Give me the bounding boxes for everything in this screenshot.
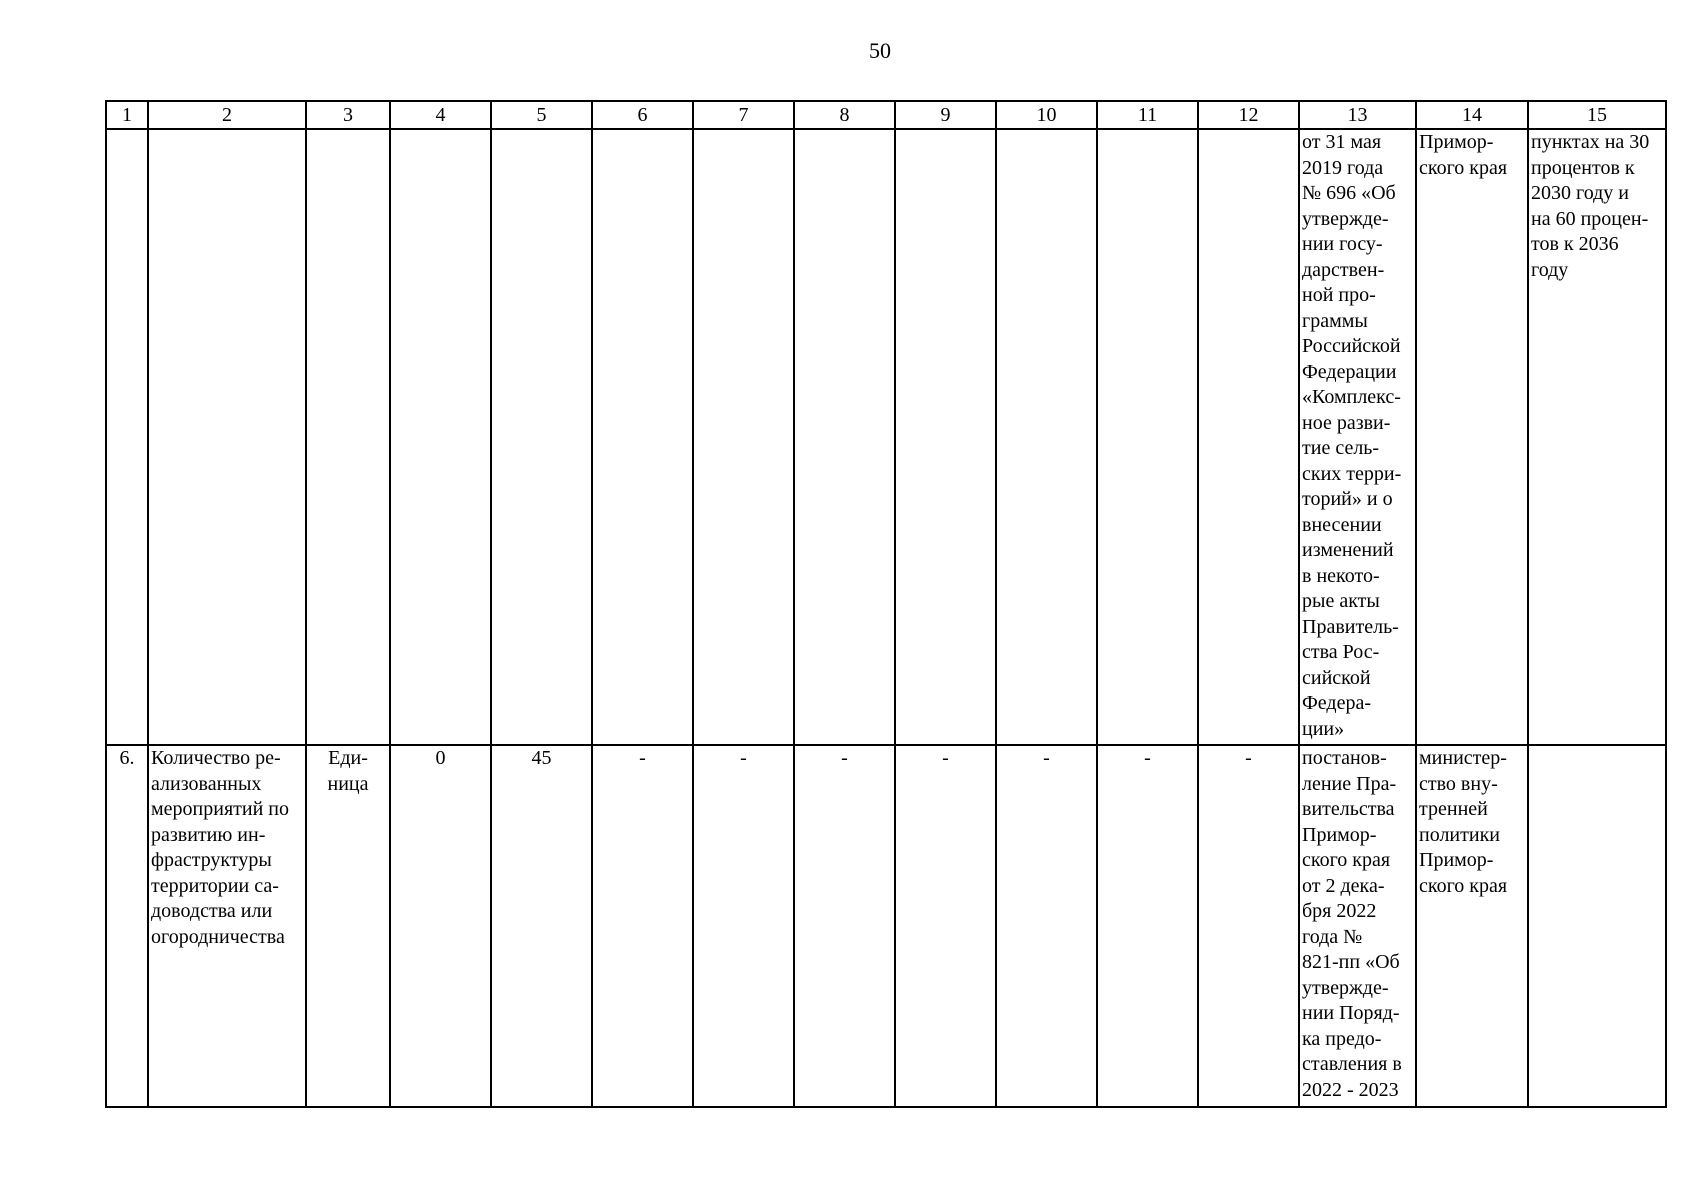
column-header-12: 12 bbox=[1198, 101, 1299, 129]
table-cell-legal-act: от 31 мая 2019 года № 696 «Об утвержде- нии госу- дарствен- ной про- граммы Российской Федерации «Комплекс- ное разви- тие сель- ских терри- торий» и о внесении изменений в некото- рые акты Правитель- ства Рос- сийской Федера- ции» bbox=[1299, 129, 1416, 745]
table-cell bbox=[693, 129, 794, 745]
column-header-10: 10 bbox=[996, 101, 1097, 129]
column-header-7: 7 bbox=[693, 101, 794, 129]
column-header-1: 1 bbox=[106, 101, 148, 129]
table-cell bbox=[491, 129, 592, 745]
table-cell: - bbox=[895, 745, 996, 1107]
column-header-14: 14 bbox=[1416, 101, 1528, 129]
column-header-5: 5 bbox=[491, 101, 592, 129]
table-cell bbox=[148, 129, 306, 745]
table-cell-target bbox=[1528, 745, 1666, 1107]
table-cell-unit: Еди- ница bbox=[306, 745, 390, 1107]
table-cell bbox=[996, 129, 1097, 745]
table-cell: - bbox=[693, 745, 794, 1107]
table-cell bbox=[794, 129, 895, 745]
table-cell: - bbox=[794, 745, 895, 1107]
column-header-11: 11 bbox=[1097, 101, 1198, 129]
column-header-15: 15 bbox=[1528, 101, 1666, 129]
table-cell-indicator: Количество ре- ализованных мероприятий по развитию ин- фраструктуры территории са- доводства или огородничества bbox=[148, 745, 306, 1107]
table-row-item-6 bbox=[106, 745, 1666, 1107]
table-cell: - bbox=[592, 745, 693, 1107]
column-header-6: 6 bbox=[592, 101, 693, 129]
table-cell: - bbox=[1097, 745, 1198, 1107]
table-cell bbox=[592, 129, 693, 745]
table-cell-target: пунктах на 30 процентов к 2030 году и на 60 процен- тов к 2036 году bbox=[1528, 129, 1666, 745]
table-cell: 0 bbox=[390, 745, 491, 1107]
header-row bbox=[106, 101, 1666, 129]
table-cell bbox=[1198, 129, 1299, 745]
table-cell bbox=[895, 129, 996, 745]
table-cell bbox=[390, 129, 491, 745]
column-header-9: 9 bbox=[895, 101, 996, 129]
column-header-13: 13 bbox=[1299, 101, 1416, 129]
column-header-2: 2 bbox=[148, 101, 306, 129]
table-cell bbox=[106, 129, 148, 745]
table-cell-responsible: Примор- ского края bbox=[1416, 129, 1528, 745]
table-cell-legal-act: постанов- ление Пра- вительства Примор- ского края от 2 дека- бря 2022 года № 821-пп «Об утвержде- нии Поряд- ка предо- ставления в 2022 - 2023 bbox=[1299, 745, 1416, 1107]
page-number: 50 bbox=[869, 38, 891, 63]
table-row-continued bbox=[106, 129, 1666, 745]
table-cell-number: 6. bbox=[106, 745, 148, 1107]
table-cell: - bbox=[996, 745, 1097, 1107]
table-cell-responsible: министер- ство вну- тренней политики Примор- ского края bbox=[1416, 745, 1528, 1107]
table-cell bbox=[1097, 129, 1198, 745]
table-cell: - bbox=[1198, 745, 1299, 1107]
column-header-3: 3 bbox=[306, 101, 390, 129]
table-cell bbox=[306, 129, 390, 745]
column-header-4: 4 bbox=[390, 101, 491, 129]
table-cell: 45 bbox=[491, 745, 592, 1107]
column-header-8: 8 bbox=[794, 101, 895, 129]
document-table bbox=[105, 100, 1667, 1108]
